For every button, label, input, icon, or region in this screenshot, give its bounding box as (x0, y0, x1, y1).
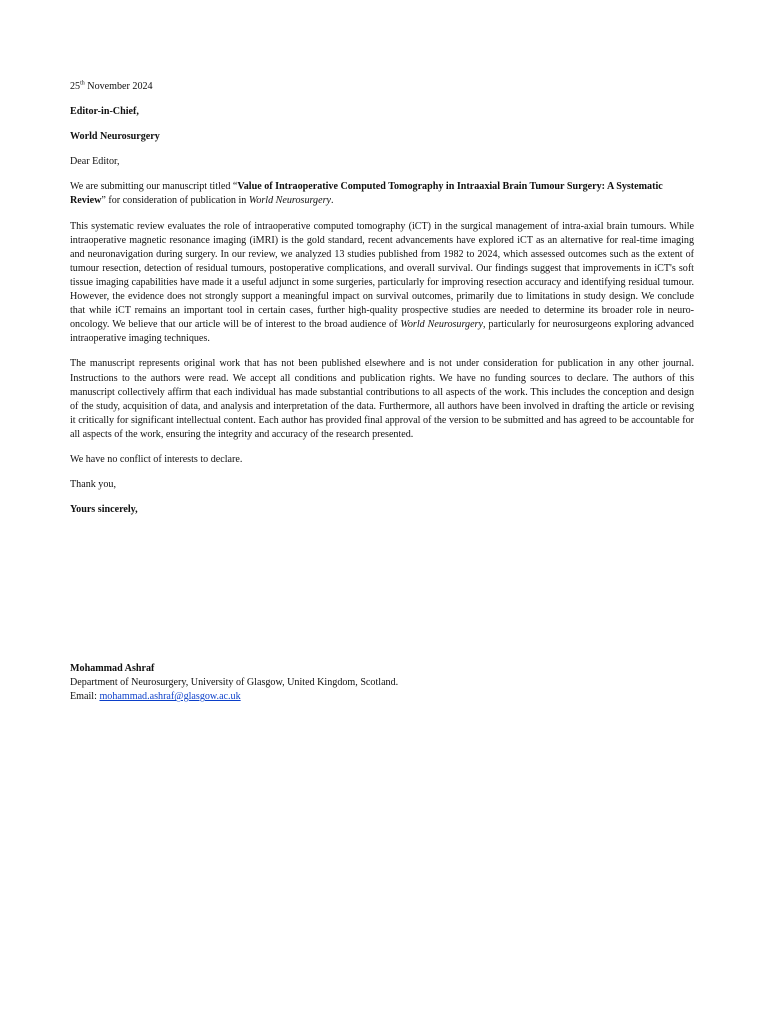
summary-end: , particularly for neurosurgeons exploring advanced intraoperative imaging techniques. (70, 319, 694, 345)
intro-middle: ” for consideration of publication in (101, 195, 249, 207)
signature-block (70, 662, 694, 704)
summary-paragraph (70, 220, 694, 347)
manuscript-title: Value of Intraoperative Computed Tomography in Intraaxial Brain Tumour Surgery: A Systematic Review (70, 181, 663, 207)
signature-email-line (70, 690, 694, 704)
signature-name: Mohammad Ashraf (70, 663, 155, 674)
declaration-paragraph: The manuscript represents original work that has not been published elsewhere and is not under consideration for publication in any other journal. Instructions to the authors were read. We accept all conditions and publication rights. We have no funding sources to declare. The authors of this manuscript collectively affirm that each individual has made substantial contributions to all aspects of the work. This includes the conception and design of the study, acquisition of data, and analysis and interpretation of the data. Furthermore, all authors have been involved in drafting the article or revising it critically for significant intellectual content. Each author has provided final approval of the version to be submitted and has agreed to be accountable for all aspects of the work, ensuring the integrity and accuracy of the research presented. (70, 358, 694, 440)
email-link[interactable]: mohammad.ashraf@glasgow.ac.uk (99, 691, 241, 703)
intro-journal: World Neurosurgery (248, 195, 331, 207)
letter-body (70, 80, 694, 528)
conflict-statement: We have no conflict of interests to declare. (70, 453, 243, 465)
letter-date (70, 80, 694, 94)
date-month-year: November 2024 (84, 81, 153, 92)
date-day: 25 (70, 81, 81, 92)
summary-text: This systematic review evaluates the role of intraoperative computed tomography (iCT) in the surgical management of intra-axial brain tumours. While intraoperative magnetic resonance imaging (iMRI) is the gold standard, recent advancements have explored iCT as an alternative for real-time imaging and neuronavigation during surgery. In our review, we analyzed 13 studies published from 1982 to 2024, which assessed outcomes such as the extent of tumour resection, detection of residual tumours, postoperative complications, and overall survival. Our findings suggest that improvements in iCT's soft tissue imaging capabilities have made it a useful adjunct in some surgeries, particularly for improving resection accuracy and identifying residual tumour. However, the evidence does not strongly support a meaningful impact on survival outcomes, primarily due to limitations in study design. We conclude that while iCT remains an important tool in certain cases, further high-quality prospective studies are needed to determine its broader role in neuro-oncology. We believe that our article will be of interest to the broad audience of (70, 220, 694, 331)
recipient-title: Editor-in-Chief, (70, 106, 139, 118)
salutation: Dear Editor, (70, 156, 120, 168)
thanks-line: Thank you, (70, 479, 116, 491)
intro-before: We are submitting our manuscript titled “ (70, 181, 238, 193)
email-label: Email: (70, 691, 100, 703)
intro-paragraph (70, 180, 694, 208)
summary-journal: World Neurosurgery (400, 319, 483, 331)
signature-department: Department of Neurosurgery, University of Glasgow, United Kingdom, Scotland. (70, 677, 399, 689)
date-suffix: th (80, 80, 85, 87)
intro-end: . (331, 195, 334, 207)
closing-line: Yours sincerely, (70, 504, 138, 516)
recipient-journal: World Neurosurgery (70, 131, 160, 143)
